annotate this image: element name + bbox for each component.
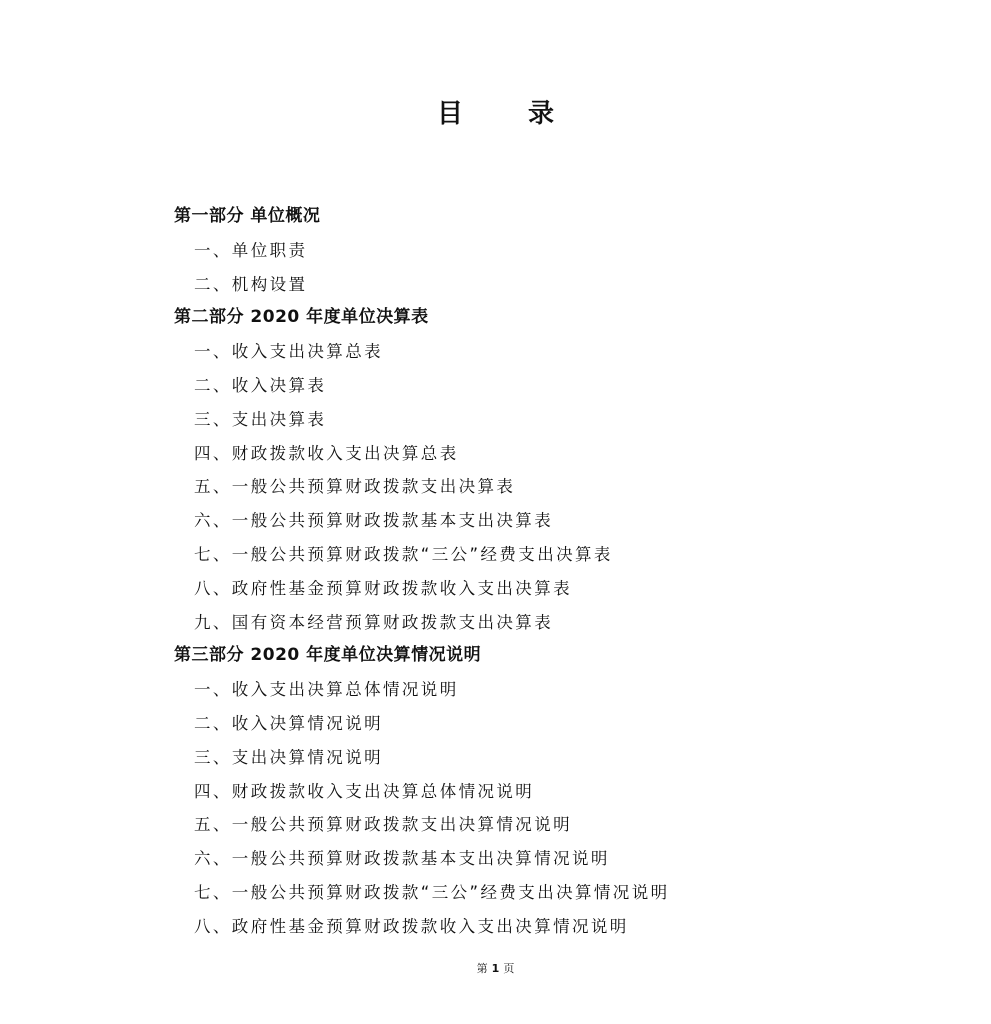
toc-item[interactable]: 二、机构设置	[194, 274, 308, 294]
toc-item[interactable]: 五、一般公共预算财政拨款支出决算表	[194, 477, 516, 497]
toc-part-heading[interactable]: 第一部分 单位概况	[174, 206, 321, 226]
table-of-contents	[174, 200, 934, 944]
toc-item[interactable]: 八、政府性基金预算财政拨款收入支出决算表	[194, 578, 572, 598]
toc-item[interactable]: 一、收入支出决算总表	[194, 342, 383, 362]
page-footer	[0, 961, 991, 977]
toc-item[interactable]: 一、单位职责	[194, 240, 308, 260]
page-number-suffix: 页	[503, 962, 515, 975]
toc-part-heading[interactable]: 第二部分 2020 年度单位决算表	[174, 307, 429, 328]
toc-item[interactable]: 九、国有资本经营预算财政拨款支出决算表	[194, 612, 554, 632]
toc-item[interactable]: 二、收入决算表	[194, 375, 327, 395]
toc-item[interactable]: 六、一般公共预算财政拨款基本支出决算表	[194, 511, 554, 531]
toc-item[interactable]: 七、一般公共预算财政拨款“三公”经费支出决算表	[194, 544, 613, 564]
toc-item[interactable]: 六、一般公共预算财政拨款基本支出决算情况说明	[194, 849, 610, 869]
toc-item[interactable]: 五、一般公共预算财政拨款支出决算情况说明	[194, 815, 572, 835]
toc-part-heading[interactable]: 第三部分 2020 年度单位决算情况说明	[174, 645, 482, 666]
toc-item[interactable]: 一、收入支出决算总体情况说明	[194, 680, 459, 700]
toc-item[interactable]: 八、政府性基金预算财政拨款收入支出决算情况说明	[194, 916, 629, 936]
toc-item[interactable]: 四、财政拨款收入支出决算总体情况说明	[194, 781, 535, 801]
toc-item[interactable]: 三、支出决算表	[194, 409, 327, 429]
page-number-prefix: 第	[476, 962, 488, 975]
toc-item[interactable]: 三、支出决算情况说明	[194, 747, 383, 767]
page-number: 1	[491, 962, 500, 975]
page-title: 目 录	[436, 99, 583, 129]
toc-item[interactable]: 二、收入决算情况说明	[194, 713, 383, 733]
toc-item[interactable]: 四、财政拨款收入支出决算总表	[194, 443, 459, 463]
toc-item[interactable]: 七、一般公共预算财政拨款“三公”经费支出决算情况说明	[194, 882, 670, 902]
